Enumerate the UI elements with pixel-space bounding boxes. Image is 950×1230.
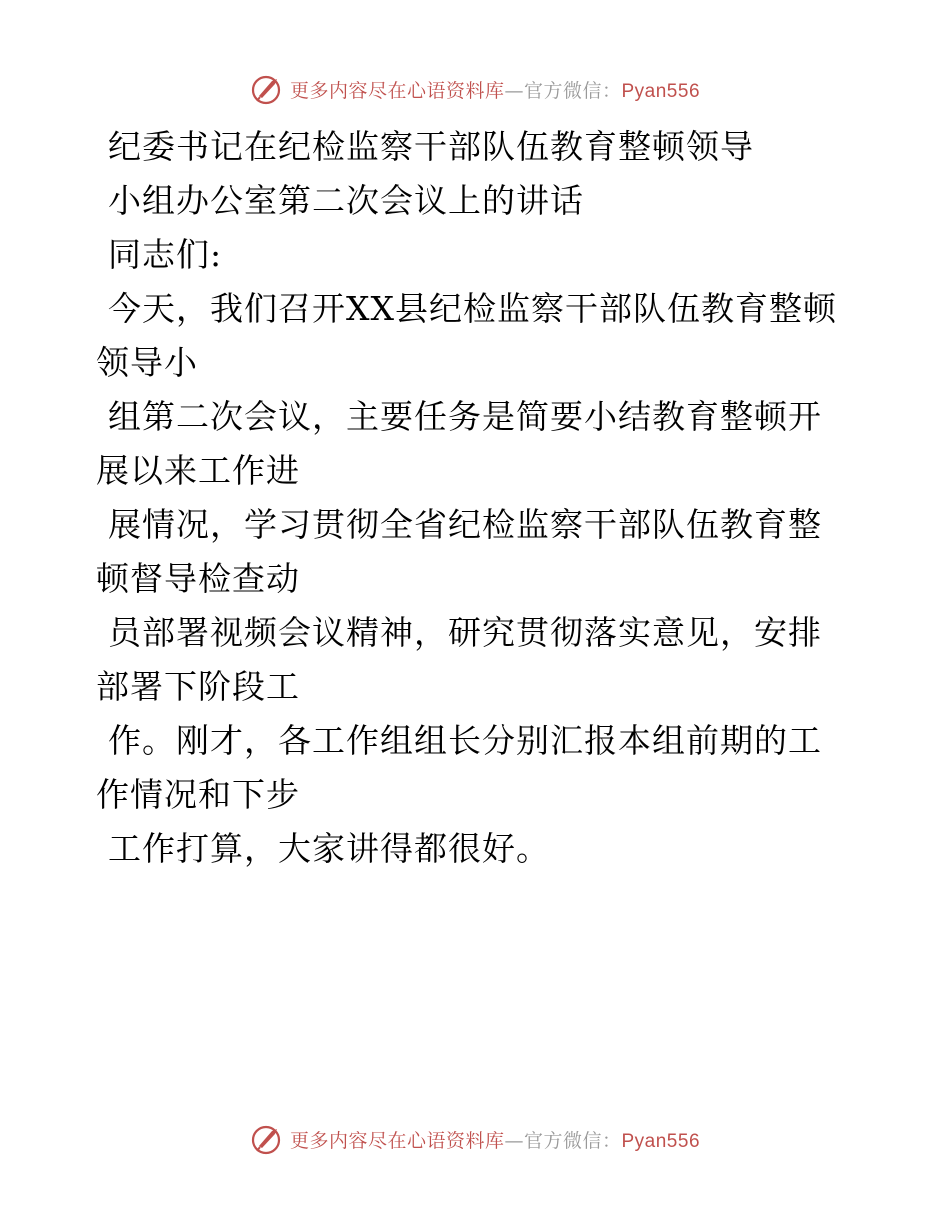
title-line-1: 纪委书记在纪检监察干部队伍教育整顿领导 (108, 127, 754, 166)
paragraph-line: 组第二次会议，主要任务是简要小结教育整顿开 (108, 397, 822, 436)
paragraph-line: 部署下阶段工 (96, 667, 300, 706)
watermark-site: 更多内容尽在心语资料库 (289, 79, 505, 102)
paragraph-line: 工作打算，大家讲得都很好。 (108, 829, 550, 868)
watermark-wechat-label: 官方微信： (523, 1129, 622, 1152)
watermark-banner-top (0, 72, 950, 106)
watermark-dash: — (504, 1129, 524, 1152)
salutation: 同志们: (108, 235, 223, 274)
watermark-dash: — (504, 79, 524, 102)
paragraph-line: 作情况和下步 (96, 775, 300, 814)
watermark-text (290, 1126, 700, 1153)
paragraph-line: 作。刚才，各工作组组长分别汇报本组前期的工 (108, 721, 822, 760)
document-body (96, 120, 856, 876)
quill-pen-logo-icon (250, 72, 284, 106)
watermark-wechat-id: Pyan556 (621, 80, 701, 102)
paragraph-line: 今天，我们召开XX县纪检监察干部队伍教育整顿 (108, 289, 837, 328)
paragraph-line: 顿督导检查动 (96, 559, 300, 598)
watermark-banner-bottom (0, 1122, 950, 1156)
watermark-wechat-id: Pyan556 (621, 1130, 701, 1152)
paragraph-line: 员部署视频会议精神，研究贯彻落实意见，安排 (108, 613, 822, 652)
paragraph-line: 展以来工作进 (96, 451, 300, 490)
paragraph-line: 展情况，学习贯彻全省纪检监察干部队伍教育整 (108, 505, 822, 544)
quill-pen-logo-icon (250, 1122, 284, 1156)
watermark-wechat-label: 官方微信： (523, 79, 622, 102)
watermark-text (290, 76, 700, 103)
title-line-2: 小组办公室第二次会议上的讲话 (108, 181, 584, 220)
watermark-site: 更多内容尽在心语资料库 (289, 1129, 505, 1152)
paragraph-line: 领导小 (96, 343, 198, 382)
